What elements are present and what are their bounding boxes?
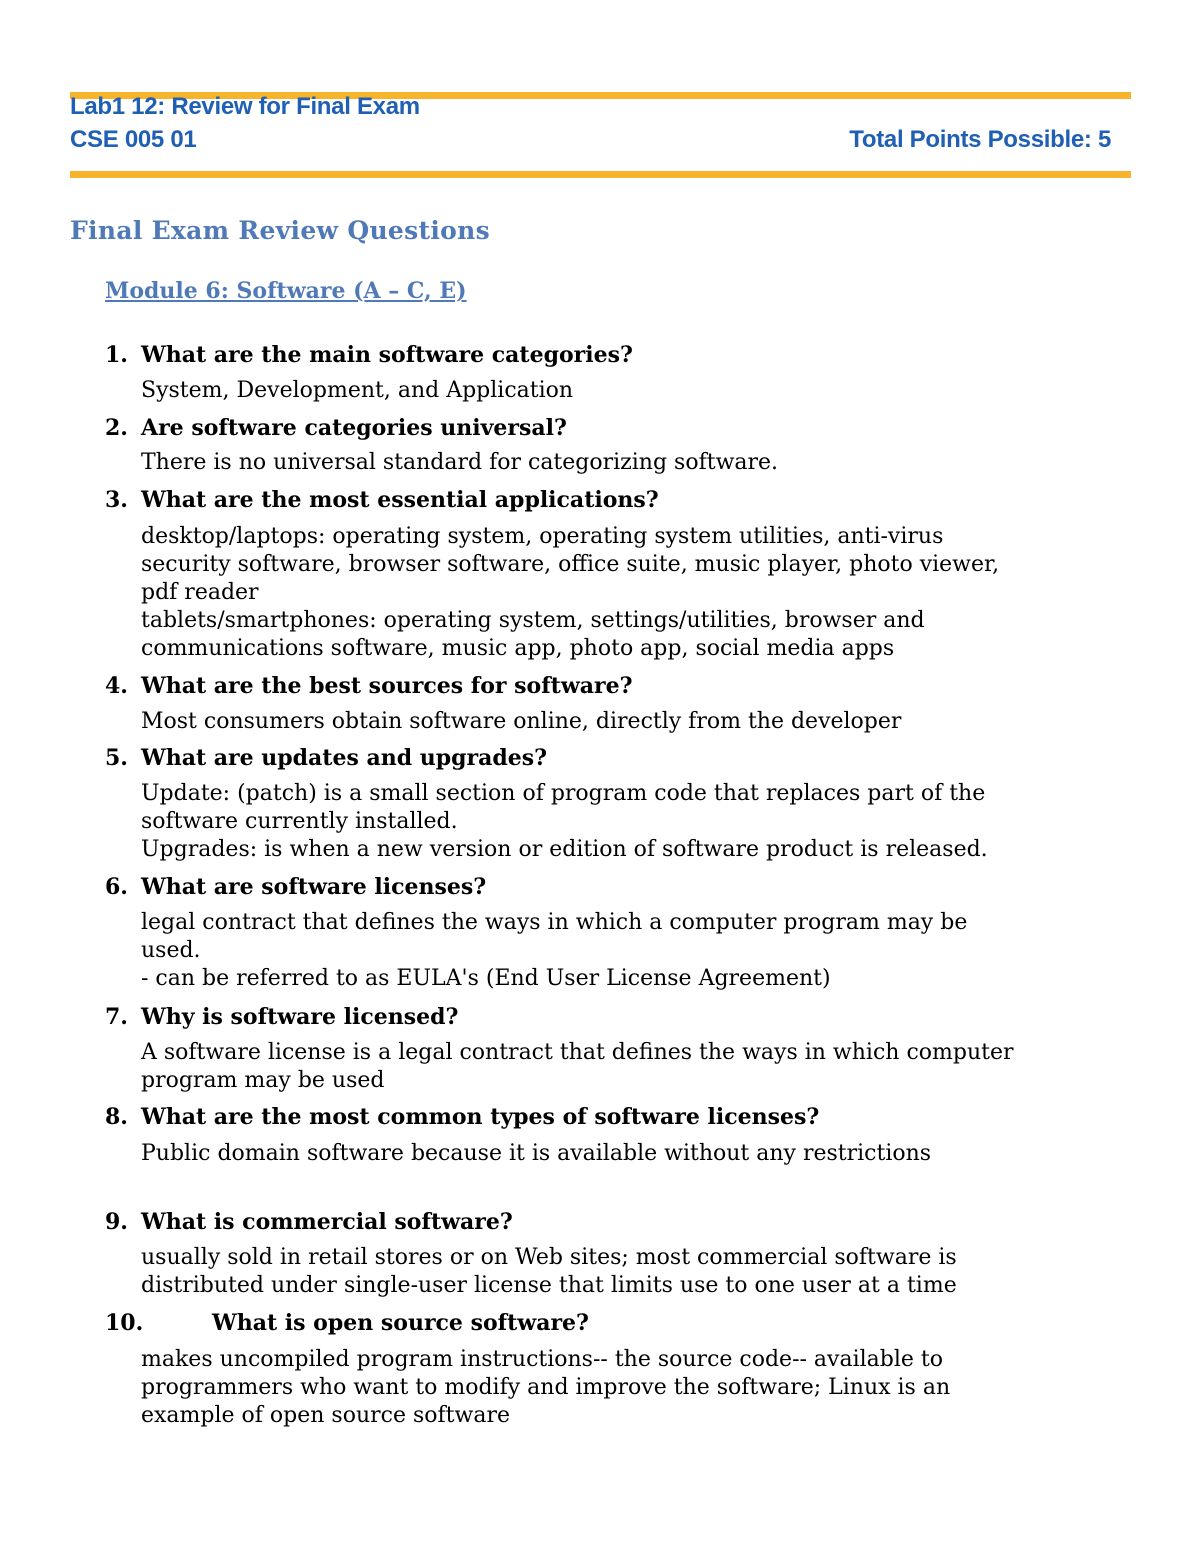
question-text: What is commercial software? [141, 1209, 513, 1235]
answer-line: Update: (patch) is a small section of program code that replaces part of the [141, 781, 986, 806]
answer-line: example of open source software [141, 1403, 510, 1428]
answer-line: tablets/smartphones: operating system, settings/utilities, browser and [141, 608, 925, 633]
question-number: 4. [105, 673, 128, 699]
answer-line: Most consumers obtain software online, directly from the developer [141, 709, 902, 734]
answer-line: program may be used [141, 1068, 385, 1093]
answer-5 [141, 780, 1101, 864]
answer-line: makes uncompiled program instructions-- the source code-- available to [141, 1347, 944, 1372]
question-number: 5. [105, 745, 128, 771]
module-title: Module 6: Software (A – C, E) [105, 278, 467, 304]
question-number: 9. [105, 1209, 128, 1235]
question-text: What are updates and upgrades? [141, 745, 548, 771]
answer-line: Public domain software because it is available without any restrictions [141, 1141, 932, 1166]
section-title: Final Exam Review Questions [70, 216, 490, 245]
answer-line: usually sold in retail stores or on Web sites; most commercial software is [141, 1245, 957, 1270]
question-number: 7. [105, 1004, 128, 1030]
total-points: Total Points Possible: 5 [849, 126, 1111, 153]
answer-4 [141, 708, 1101, 736]
answer-line: used. [141, 938, 201, 963]
answer-line: desktop/laptops: operating system, operating system utilities, anti-virus [141, 524, 944, 549]
answer-line: A software license is a legal contract that defines the ways in which computer [141, 1040, 1014, 1065]
answer-9 [141, 1244, 1101, 1300]
question-number: 10. [105, 1310, 144, 1336]
answer-6 [141, 909, 1101, 993]
course-code: CSE 005 01 [70, 126, 197, 153]
question-text: What are the most essential applications? [141, 487, 659, 513]
question-number: 8. [105, 1104, 128, 1130]
answer-10 [141, 1346, 1101, 1430]
question-number: 1. [105, 342, 128, 368]
question-number: 2. [105, 415, 128, 441]
question-number: 3. [105, 487, 128, 513]
question-text: What are software licenses? [141, 874, 487, 900]
answer-line: Upgrades: is when a new version or edition of software product is released. [141, 837, 988, 862]
answer-line: software currently installed. [141, 809, 458, 834]
answer-1 [141, 377, 1101, 405]
lab-title: Lab1 12: Review for Final Exam [70, 93, 420, 120]
answer-line: System, Development, and Application [141, 378, 574, 403]
answer-line: communications software, music app, photo app, social media apps [141, 636, 895, 661]
question-text: What are the main software categories? [141, 342, 633, 368]
question-text: What are the most common types of software licenses? [141, 1104, 820, 1130]
answer-line: programmers who want to modify and improve the software; Linux is an [141, 1375, 951, 1400]
answer-line: legal contract that defines the ways in which a computer program may be [141, 910, 968, 935]
answer-3 [141, 523, 1101, 663]
question-text: Why is software licensed? [141, 1004, 459, 1030]
answer-8 [141, 1140, 1101, 1168]
question-number: 6. [105, 874, 128, 900]
answer-line: There is no universal standard for categorizing software. [141, 450, 779, 475]
answer-line: - can be referred to as EULA's (End User License Agreement) [141, 966, 831, 991]
answer-line: pdf reader [141, 580, 259, 605]
question-text: Are software categories universal? [141, 415, 567, 441]
header-rule-bottom [70, 171, 1131, 178]
answer-line: security software, browser software, office suite, music player, photo viewer, [141, 552, 1000, 577]
question-text: What are the best sources for software? [141, 673, 633, 699]
answer-7 [141, 1039, 1101, 1095]
answer-line: distributed under single-user license that limits use to one user at a time [141, 1273, 957, 1298]
answer-2 [141, 449, 1101, 477]
question-text: What is open source software? [212, 1310, 589, 1336]
